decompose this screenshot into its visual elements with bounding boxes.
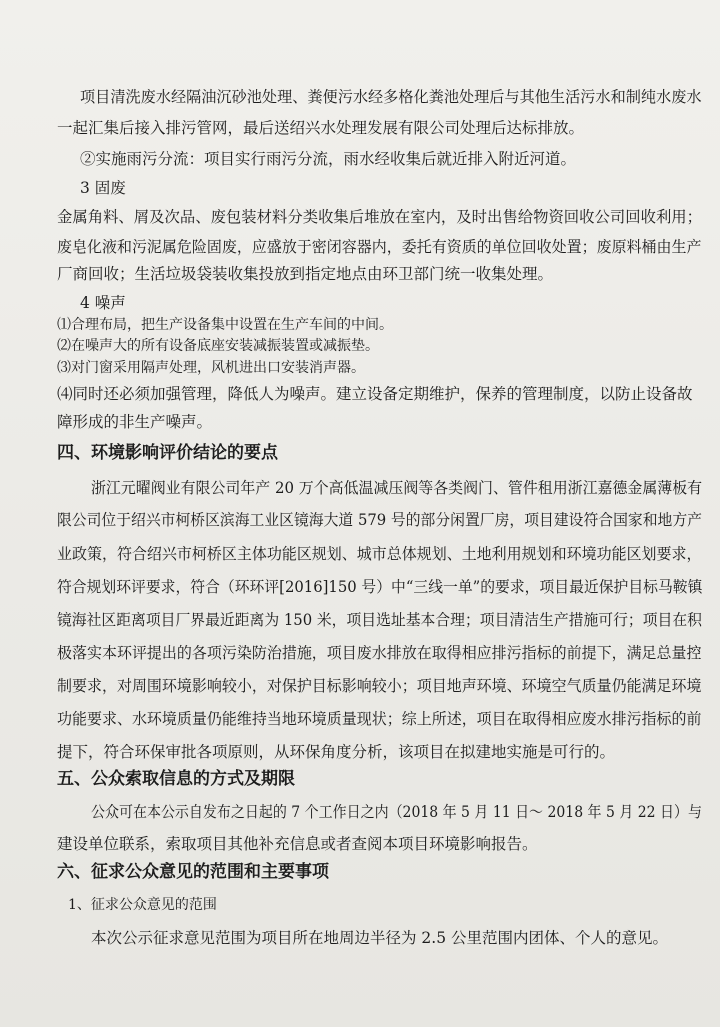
section4-line: 镜海社区距离项目厂界最近距离为 150 米，项目选址基本合理；项目清洁生产措施可行；项目在积	[57, 611, 702, 629]
water-paragraph-line: 一起汇集后接入排污管网，最后送绍兴水处理发展有限公司处理后达标排放。	[57, 119, 585, 137]
section5-line: 公众可在本公示自发布之日起的 7 个工作日之内（2018 年 5 月 11 日～ 2018 年 5 月 22 日）与	[91, 803, 702, 821]
section4-line: 业政策，符合绍兴市柯桥区主体功能区规划、城市总体规划、土地利用规划和环境功能区划要求，	[57, 545, 702, 563]
solid-waste-heading: 3 固废	[80, 179, 126, 197]
noise-item: ⑶对门窗采用隔声处理，风机进出口安装消声器。	[57, 360, 365, 376]
section5-line: 建设单位联系，索取项目其他补充信息或者查阅本项目环境影响报告。	[57, 835, 538, 853]
noise-item: ⑷同时还必须加强管理，降低人为噪声。建立设备定期维护，保养的管理制度，以防止设备故	[57, 385, 693, 403]
water-paragraph-line: 项目清洗废水经隔油沉砂池处理、粪便污水经多格化粪池处理后与其他生活污水和制纯水废水	[80, 88, 702, 106]
section4-line: 功能要求、水环境质量仍能维持当地环境质量现状；综上所述，项目在取得相应废水排污指标的前	[57, 710, 702, 728]
solid-waste-line: 废皂化液和污泥属危险固废，应盛放于密闭容器内，委托有资质的单位回收处置；废原料桶由生产	[57, 238, 702, 256]
section5-heading: 五、公众索取信息的方式及期限	[57, 769, 295, 789]
rain-sewage-paragraph: ②实施雨污分流：项目实行雨污分流，雨水经收集后就近排入附近河道。	[80, 150, 577, 168]
section4-line: 制要求，对周围环境影响较小，对保护目标影响较小；项目地声环境、环境空气质量仍能满足环境	[57, 677, 702, 695]
section6-heading: 六、征求公众意见的范围和主要事项	[57, 862, 329, 882]
noise-heading: 4 噪声	[80, 294, 126, 312]
section4-heading: 四、环境影响评价结论的要点	[57, 443, 278, 463]
solid-waste-line: 金属角料、屑及次品、废包装材料分类收集后堆放在室内，及时出售给物资回收公司回收利用；	[57, 208, 703, 226]
noise-item: ⑴合理布局，把生产设备集中设置在生产车间的中间。	[57, 317, 393, 333]
noise-item: ⑵在噪声大的所有设备底座安装减振装置或减振垫。	[57, 338, 379, 354]
section6-body: 本次公示征求意见范围为项目所在地周边半径为 2.5 公里范围内团体、个人的意见。	[91, 929, 669, 947]
section6-subheading: 1、征求公众意见的范围	[68, 897, 217, 913]
section4-line: 提下，符合环保审批各项原则，从环保角度分析，该项目在拟建地实施是可行的。	[57, 743, 616, 761]
section4-line: 浙江元曜阀业有限公司年产 20 万个高低温减压阀等各类阀门、管件租用浙江嘉德金属薄板有	[91, 479, 703, 497]
section4-line: 限公司位于绍兴市柯桥区滨海工业区镜海大道 579 号的部分闲置厂房，项目建设符合国家和地方产	[57, 511, 702, 529]
solid-waste-line: 厂商回收；生活垃圾袋装收集投放到指定地点由环卫部门统一收集处理。	[57, 265, 554, 283]
noise-item: 障形成的非生产噪声。	[57, 413, 213, 431]
section4-line: 符合规划环评要求，符合（环环评[2016]150 号）中“三线一单”的要求，项目最近保护目标马鞍镇	[57, 578, 703, 596]
section4-line: 极落实本环评提出的各项污染防治措施，项目废水排放在取得相应排污指标的前提下，满足总量控	[57, 644, 702, 662]
